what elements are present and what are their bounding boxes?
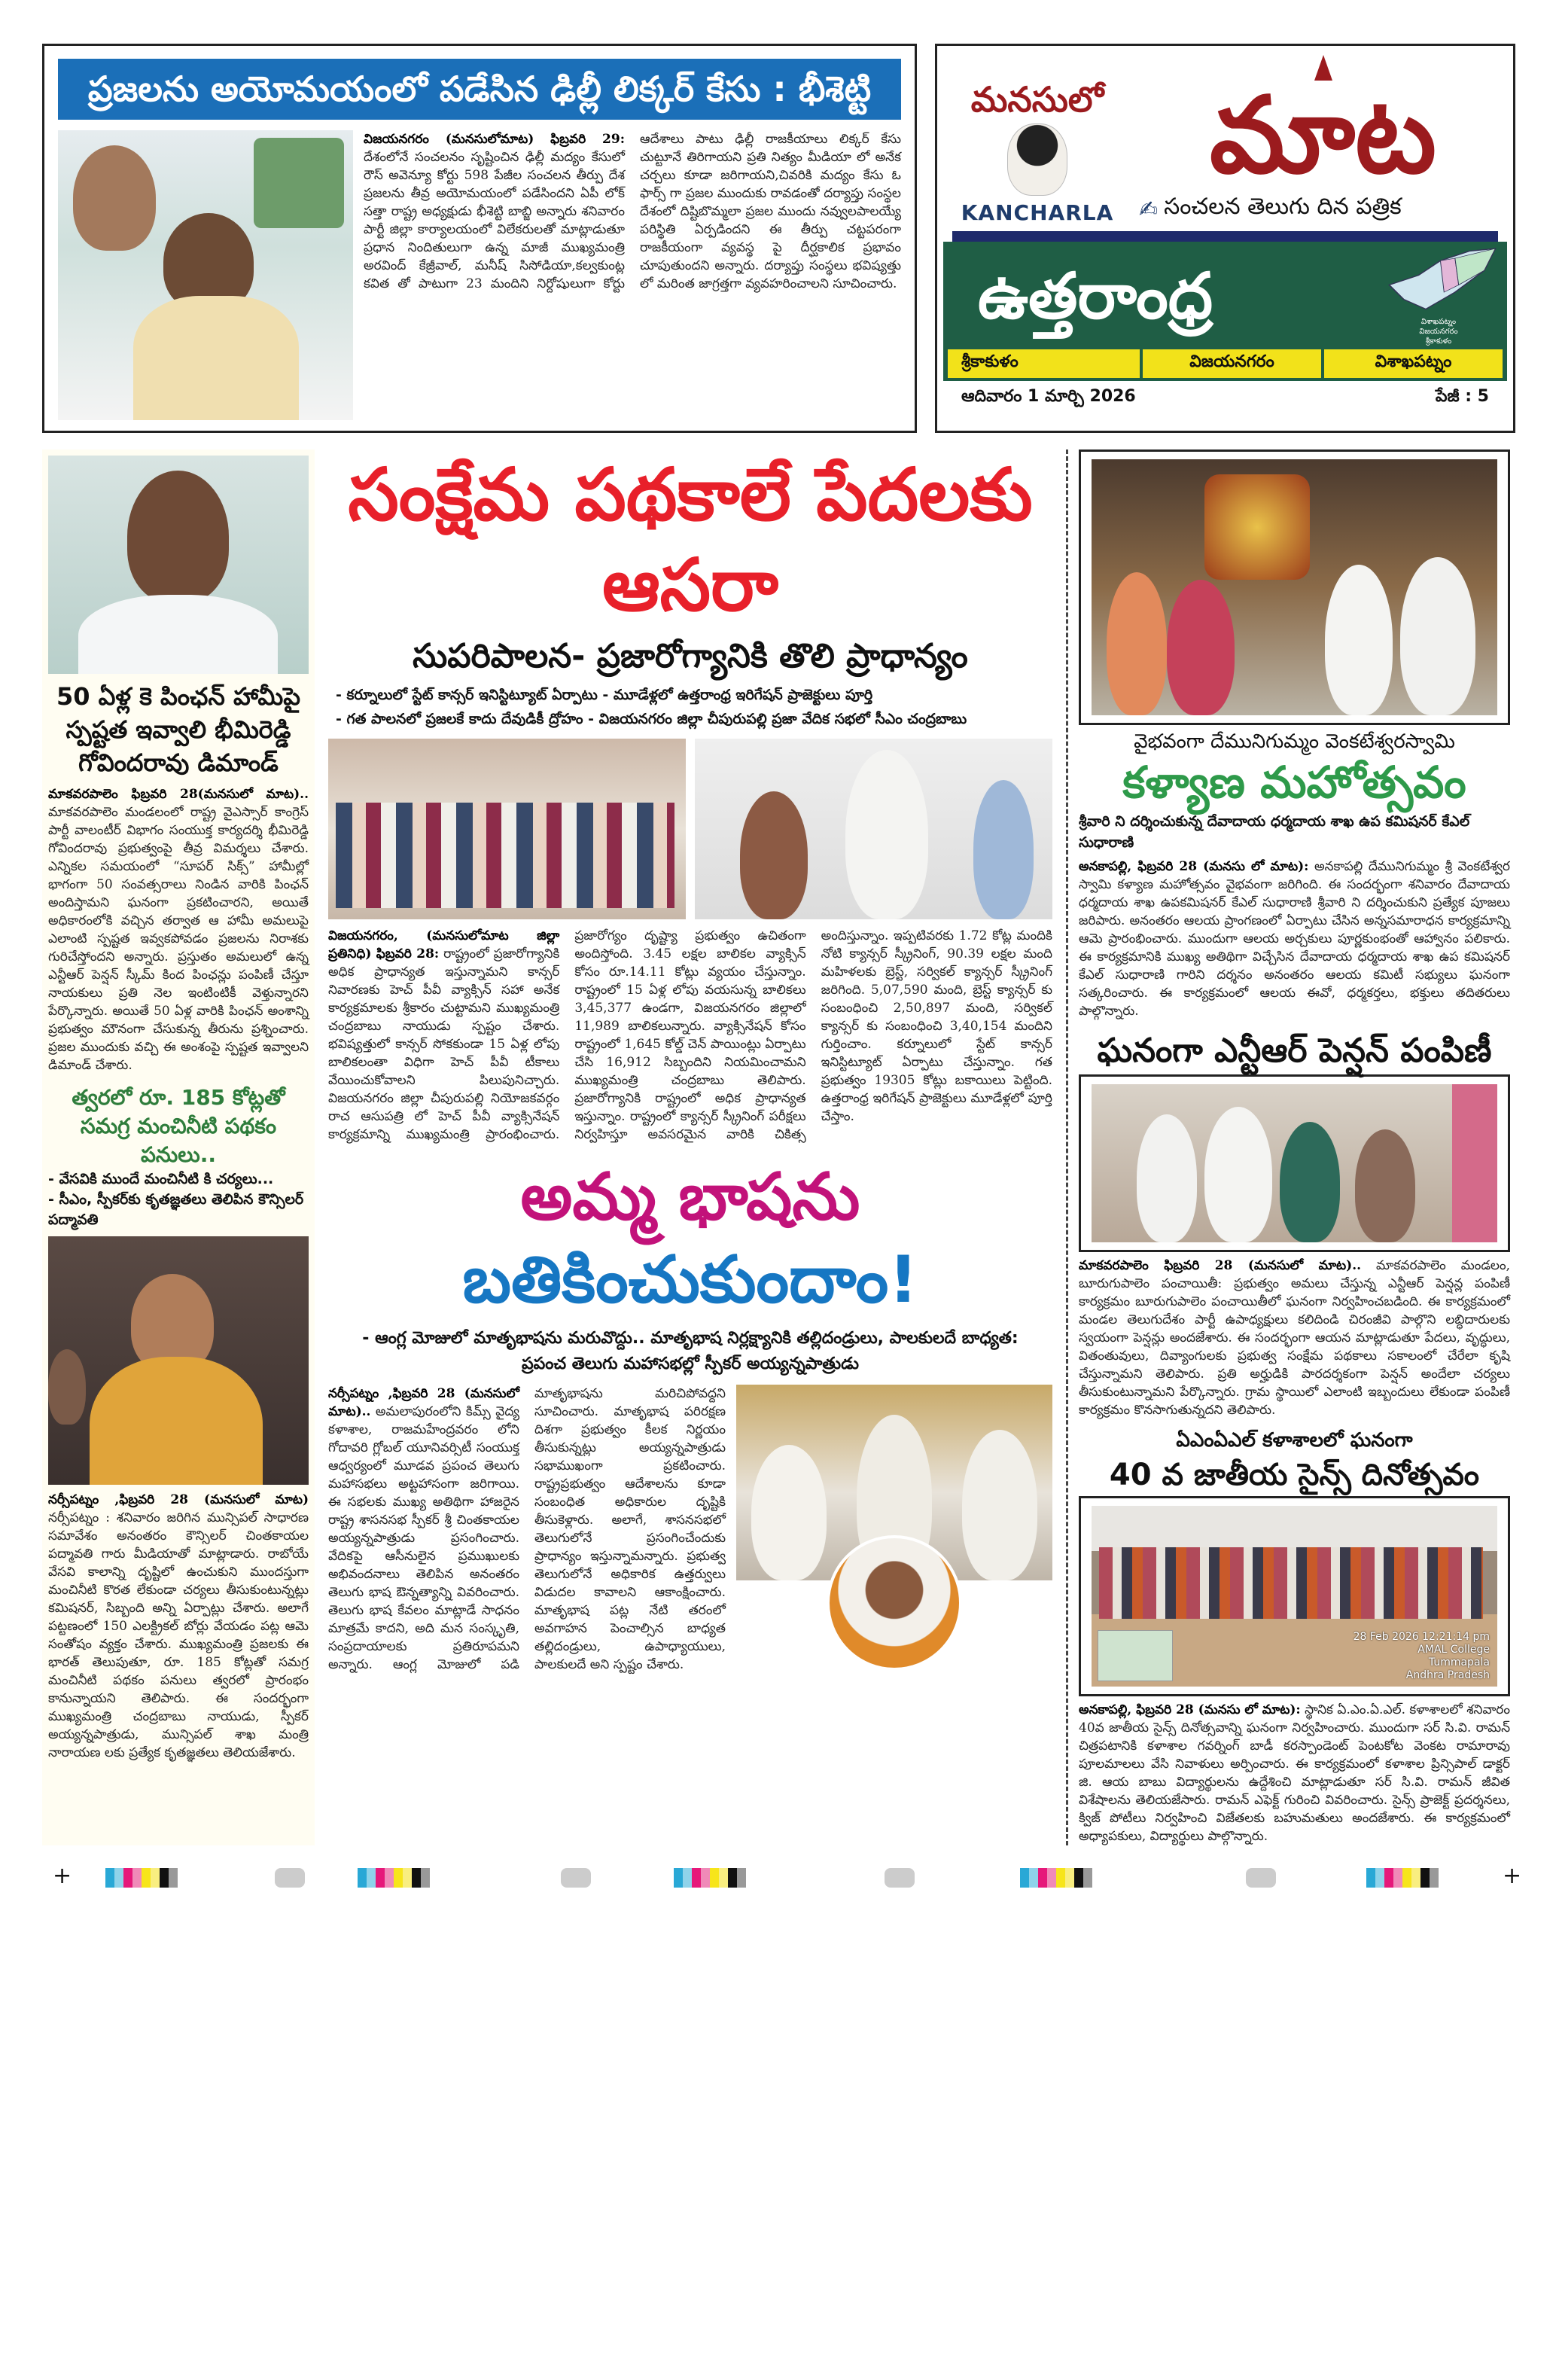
color-swatch	[358, 1868, 367, 1888]
person-figure	[845, 750, 928, 919]
person-figure	[740, 791, 808, 919]
pension-photo	[1092, 1084, 1497, 1242]
color-swatch	[114, 1868, 123, 1888]
padmavathi-photo	[48, 1236, 309, 1485]
temple-photo	[1092, 459, 1497, 715]
pension-headline: ఘనంగా ఎన్టీఆర్ పెన్షన్ పంపిణీ	[1097, 1031, 1492, 1070]
article-text: దేశంలోనే సంచలనం సృష్టించిన ఢిల్లీ మద్యం కేసులో రౌస్ అవెన్యూ కోర్టు 598 పేజీల సంచలన తీర్పు దేశ ప్రజలను తీవ్ర అయోమయంలో పడేసిందని ఏపీ లోక్ సత్తా రాష్ట్ర అధ్యక్షుడు భీశెట్టి బాబ్జి అన్నారు శనివారం పార్టీ జిల్లా కార్యాలయంలో విలేకరులతో మాట్లాడుతూ ప్రధాన నిందితులుగా ఉన్న మాజీ ముఖ్యమంత్రి అరవింద్ కేజ్రీవాల్, మనీష్ సిసోడియా,కల్వకుంట్ల కవిత తో పాటుగా 23 మందిని నిర్దోషులుగా కోర్టు ఆదేశాలు పాటు ఢిల్లీ రాజకీయాలు లిక్కర్ కేసు చుట్టూనే తిరిగాయని ప్రతి నిత్యం మీడియా లో అనేక చర్చలు కూడా జరిగాయని,చివరికి మద్యం కేసు ఓ ఫార్స్ గా ప్రజల ముందుకు రావడంతో దర్యాప్తు సంస్థల దేశంలో దిష్టిబొమ్మలా ప్రజల ముందు నవ్వులపాలయ్యే పరిస్థితి ఏర్పడిందని ఈ తీర్పు చట్టపరంగా రాజకీయంగా వ్యవస్థ పై దీర్ఘకాలిక ప్రభావం చూపుతుందని అన్నారు. దర్యాప్తు సంస్థలు భవిష్యత్తు లో మరింత జాగ్రత్తగా వ్యవహరించాలని సూచించారు.	[364, 131, 901, 291]
person-figure	[90, 1357, 263, 1485]
science-kicker: ఏఎంఏఎల్ కళాశాలలో ఘనంగా	[1176, 1428, 1413, 1452]
brand-logo: మాట	[1209, 75, 1437, 197]
stamp-line: Tummapala	[1428, 1656, 1490, 1668]
tagline: సంచలన తెలుగు దిన పత్రిక	[1164, 194, 1402, 220]
color-swatch	[151, 1868, 160, 1888]
article-text: మాకవరపాలెం మండలంలో రాష్ట్ర వైఎస్సార్ కాంగ్రెస్ పార్టీ వాలంటీర్ విభాగం సంయుక్త కార్యదర్శి భీమిరెడ్డి గోవిందరావు ప్రభుత్వంపై తీవ్ర విమర్శలు చేశారు. ఎన్నికల సమయంలో “సూపర్ సిక్స్” హామీల్లో భాగంగా 50 సంవత్సరాలు నిండిన వారికి పింఛన్ అందిస్తామని ఘనంగా ప్రకటించారని, అయితే అధికారంలోకి వచ్చిన తర్వాత ఆ హామీ అమలుపై ఎలాంటి స్పష్టత ఇవ్వకపోవడం ప్రజలను నిరాశకు గురిచేస్తోందని అన్నారు. ప్రస్తుతం అమలులో ఉన్న ఎన్టీఆర్ పెన్షన్ స్కీమ్ కింద పింఛన్లు పంపిణీ చేస్తూ నాయకులు ప్రతి నెల ఇంటింటికీ వెళ్తున్నారని పేర్కొన్నారు. అయితే 50 ఏళ్ల వారికి పింఛన్ అంశాన్ని ప్రభుత్వం మౌనంగా చేసుకున్న తీరును ప్రశ్నించారు. ప్రజల ముందుకు వచ్చి ఈ అంశంపై స్పష్టత ఇవ్వాలని డిమాండ్ చేశారు.	[48, 804, 309, 1073]
color-swatch	[1029, 1868, 1038, 1888]
person-figure	[973, 780, 1034, 919]
person-figure	[1204, 1107, 1272, 1242]
brand-left	[943, 79, 1131, 225]
color-swatch	[142, 1868, 151, 1888]
stamp-line: 28 Feb 2026 12:21:14 pm	[1353, 1630, 1490, 1643]
person-figure	[73, 145, 156, 251]
lead-photos	[328, 739, 1052, 919]
dateline: నర్సీపట్నం ,ఫిబ్రవరి 28 (మనసులో మాట)..	[328, 1385, 519, 1419]
gray-patch	[275, 1868, 305, 1888]
color-swatch	[1420, 1868, 1430, 1888]
dateline: అనకాపల్లి, ఫిబ్రవరి 28 (మనసు లో మాట):	[1079, 1702, 1301, 1717]
lead-headline: సంక్షేమ పథకాలే పేదలకు ఆసరా	[348, 452, 1033, 627]
person-figure	[1167, 580, 1235, 715]
top-row	[42, 44, 1517, 433]
region-banner	[943, 242, 1507, 381]
water-story-headline: త్వరలో రూ. 185 కోట్లతో సమగ్ర మంచినీటి పథకం పనులు..	[72, 1084, 285, 1167]
person-figure	[127, 471, 229, 602]
language-headline	[328, 1156, 1052, 1321]
brand-row	[943, 55, 1507, 225]
color-bar-group	[358, 1868, 430, 1888]
district-tab-vizianagaram[interactable]	[1143, 349, 1321, 378]
top-story-box	[42, 44, 917, 433]
district-tab-visakhapatnam[interactable]	[1324, 349, 1503, 378]
color-swatch	[1375, 1868, 1384, 1888]
language-photos	[736, 1385, 1052, 1671]
bullet-item: - గత పాలనలో ప్రజలకే కాదు దేవుడికీ ద్రోహం - విజయనగరం జిల్లా చీపురుపల్లి ప్రజా వేదిక సభలో సీఎం చంద్రబాబు	[336, 710, 967, 727]
color-swatch	[123, 1868, 132, 1888]
color-bar-group	[674, 1868, 746, 1888]
dateline: మాకవరపాలెం ఫిబ్రవరి 28 (మనసులో మాట)..	[1079, 1257, 1362, 1273]
article-text: మాకవరపాలెం మండలం, బూరుగుపాలెం పంచాయితీ: ప్రభుత్వం అమలు చేస్తున్న ఎన్టీఆర్ పెన్షన్ల పంపిణీ కార్యక్రమం బూరుగుపాలెం పంచాయితీలో ఘనంగా నిర్వహించబడింది. ఈ కార్యక్రమంలో మండల తెలుగుదేశం పార్టీ ఉపాధ్యక్షులు కలిదిండి చిరంజీవి పాల్గొని లబ్ధిదారులకు స్వయంగా పెన్షన్లు అందజేశారు. ఈ సందర్భంగా ఆయన మాట్లాడుతూ పేదలు, వృద్ధులు, వితంతువులు, దివ్యాంగులకు ప్రభుత్వ సంక్షేమ పథకాలు సకాలంలో చేరేలా కృషి చేస్తున్నామని తెలిపారు. ప్రతి అర్హుడికి పారదర్శకంగా పెన్షన్ అందేలా చర్యలు తీసుకుంటున్నామని పేర్కొన్నారు. గ్రామ స్థాయిలో ఎలాంటి ఇబ్బందులు లేకుండా పంపిణీ కార్యక్రమం కొనసాగుతున్నదని తెలిపారు.	[1079, 1257, 1511, 1418]
district-label: విశాఖపట్నం	[1375, 352, 1452, 371]
person-figure	[962, 1430, 1037, 1580]
left-story-headline: 50 ఏళ్ల కె పింఛన్ హామీపై స్పష్టత ఇవ్వాలి భీమిరెడ్డి గోవిందరావు డిమాండ్	[56, 681, 300, 777]
top-story-photo	[58, 130, 353, 420]
district-label: విజయనగరం	[1189, 352, 1274, 371]
page-number: పేజీ : 5	[1435, 387, 1489, 406]
registration-mark: +	[1503, 1862, 1522, 1889]
gray-patch	[885, 1868, 915, 1888]
person-figure	[1107, 572, 1167, 715]
district-bar	[948, 349, 1503, 378]
dateline: విజయనగరం (మనసులోమాట) ఫిబ్రవరి 29:	[364, 131, 625, 147]
issue-info	[943, 381, 1507, 410]
person-row	[336, 803, 674, 908]
registration-mark: +	[53, 1862, 72, 1889]
color-swatch	[692, 1868, 701, 1888]
deity-shrine	[1204, 474, 1310, 580]
color-swatch	[105, 1868, 114, 1888]
region-title: ఉత్తరాంధ్ర	[978, 259, 1213, 334]
article-text: అనకాపల్లి దేమునిగుమ్మం శ్రీ వెంకటేశ్వర స్వామి కళ్యాణ మహోత్సవం వైభవంగా జరిగింది. ఈ సందర్భంగా శనివారం దేవాదాయ ధర్మదాయ శాఖ ఉపకమిషనర్ కేఎల్ సుధారాణి శ్రీవారి ని దర్శించుకుని ప్రత్యేక పూజలు జరిపారు. అనంతరం ఆలయ ప్రాంగణంలో ఏర్పాటు చేసిన అన్నసమారాధన కార్యక్రమాన్ని ఆమె ప్రారంభించారు. ముందుగా ఆలయ అర్చకులు పూర్ణకుంభంతో ఆహ్వానం పలికారు. ఈ కార్యక్రమానికి ముఖ్య అతిథిగా విచ్చేసిన దేవాదాయ ధర్మదాయ శాఖ ఉప కమిషనర్ కేఎల్ సుధారాణి గారిని దర్శనం అనంతరం ఆలయ కమిటీ సభ్యులు ఘనంగా సత్కరించారు. ఈ కార్యక్రమంలో ఆలయ ఈవో, ధర్మకర్తలు, భక్తులు తదితరులు పాల్గొన్నారు.	[1079, 858, 1510, 1019]
article-text: నర్సీపట్నం : శనివారం జరిగిన మున్సిపల్ సాధారణ సమావేశం అనంతరం కౌన్సిలర్ చింతకాయల పద్మావతి గారు మీడియాతో మాట్లాడారు. రాబోయే వేసవి కాలాన్ని దృష్టిలో ఉంచుకుని ముందస్తుగా మంచినీటి కొరత లేకుండా చర్యలు తీసుకుంటున్నట్లు కమిషనర్, సిబ్బంది అన్ని ఏర్పాట్లు చేశారు. అలాగే పట్టణంలో 150 ఎలక్ట్రికల్ బోర్లు వేయడం పట్ల ఆమె సంతోషం వ్యక్తం చేశారు. ముఖ్యమంత్రి ప్రజలకు ఈ భారత్ తెలుపుతూ, రూ. 185 కోట్లతో సమగ్ర మంచినీటి పథకం పనులు త్వరలో ప్రారంభం కానున్నాయని తెలిపారు. ఈ సందర్భంగా ముఖ్యమంత్రి చంద్రబాబు నాయుడు, స్పీకర్ అయ్యన్నపాత్రుడు, మున్సిపల్ శాఖ మంత్రి నారాయణ లకు ప్రత్యేక కృతజ్ఞతలు తెలియజేశారు.	[48, 1510, 309, 1760]
top-story-content	[58, 130, 901, 420]
issue-date: ఆదివారం 1 మార్చి 2026	[961, 387, 1136, 406]
color-calibration-strip	[42, 1860, 1522, 1906]
map-thumbnail	[1098, 1630, 1173, 1681]
center-column	[328, 449, 1052, 1845]
person-row	[1099, 1547, 1483, 1619]
temple-photo-frame	[1079, 449, 1510, 725]
color-swatch	[394, 1868, 403, 1888]
color-swatch	[376, 1868, 385, 1888]
language-subhead: - ఆంగ్ల మోజులో మాతృభాషను మరువొద్దు.. మాతృభాష నిర్లక్ష్యానికి తల్లిదండ్రులు, పాలకులదే బాధ్యత: ప్రపంచ తెలుగు మహాసభల్లో స్పీకర్ అయ్యన్నపాత్రుడు	[362, 1328, 1019, 1373]
color-swatch	[412, 1868, 421, 1888]
color-swatch	[1402, 1868, 1411, 1888]
founder-portrait	[1007, 123, 1067, 196]
color-swatch	[710, 1868, 719, 1888]
headline-part: అమ్మ భాషను	[520, 1159, 860, 1235]
person-figure	[48, 1349, 86, 1425]
color-swatch	[1384, 1868, 1393, 1888]
cm-event-photo-girls	[695, 739, 1052, 919]
dateline: నర్సీపట్నం ,ఫిబ్రవరి 28 (మనసులో మాట)	[48, 1492, 309, 1507]
dateline: అనకాపల్లి, ఫిబ్రవరి 28 (మనసు లో మాట):	[1079, 858, 1309, 874]
lead-story-body	[328, 927, 1052, 1144]
headline-part: బతికించుకుందాం!	[462, 1242, 918, 1318]
color-bar-group	[1366, 1868, 1439, 1888]
left-story-body	[48, 785, 309, 1074]
left-column	[42, 449, 315, 1845]
water-story-body	[48, 1491, 309, 1762]
article-text: అమలాపురంలోని కిమ్స్ వైద్య కళాశాల, రాజమహేంద్రవరం లోని గోదావరి గ్లోబల్ యూనివర్సిటీ సంయుక్త ఆధ్వర్యంలో మూడవ ప్రపంచ తెలుగు మహాసభలు అట్టహాసంగా జరిగాయి. ఈ సభలకు ముఖ్య అతిథిగా హాజరైన రాష్ట్ర శాసనసభ స్పీకర్ శ్రీ చింతకాయల అయ్యన్నపాత్రుడు ప్రసంగించారు. వేదికపై ఆసీనులైన ప్రముఖులకు అభివందనాలు తెలిపిన అనంతరం తెలుగు భాష ఔన్నత్యాన్ని వివరించారు. తెలుగు భాష కేవలం మాట్లాడే సాధనం మాత్రమే కాదని, అది మన సంస్కృతి, సంప్రదాయాలకు ప్రతిరూపమని అన్నారు. ఆంగ్ల మోజులో పడి మాతృభాషను మరిచిపోవద్దని సూచించారు. మాతృభాష పరిరక్షణ దిశగా ప్రభుత్వం కీలక నిర్ణయం తీసుకున్నట్లు అయ్యన్నపాత్రుడు సభాముఖంగా ప్రకటించారు. రాష్ట్రప్రభుత్వం ఆదేశాలను కూడా సంబంధిత అధికారుల దృష్టికి తీసుకెళ్లారు. అలాగే, శాసనసభలో తెలుగులోనే ప్రసంగించేందుకు ప్రాధాన్యం ఇస్తున్నామన్నారు. ప్రభుత్వ తెలుగులోనే అధికారిక ఉత్తర్వులు విడుదల కావాలని ఆకాంక్షించారు. మాతృభాష పట్ల నేటి తరంలో అవగాహన పెంచాల్సిన బాధ్యత తల్లిదండ్రులు, ఉపాధ్యాయులు, పాలకులదే అని స్పష్టం చేశారు.	[328, 1385, 726, 1672]
color-swatch	[683, 1868, 692, 1888]
brand-small: మనసులో	[970, 78, 1104, 120]
color-swatch	[1038, 1868, 1047, 1888]
temple-body	[1079, 858, 1510, 1020]
main-grid	[42, 449, 1517, 1845]
top-story-body	[364, 130, 901, 420]
bullet-item: - కర్నూలులో స్టేట్ కాన్సర్ ఇనిస్టిట్యూట్ ఏర్పాటు - మూడేళ్లలో ఉత్తరాంధ్ర ఇరిగేషన్ ప్రాజెక్టులు పూర్తి	[336, 686, 873, 703]
masthead-box	[935, 44, 1515, 433]
top-story-headline: ప్రజలను అయోమయంలో పడేసిన ఢిల్లీ లిక్కర్ కేసు : భీశెట్టి	[87, 69, 872, 109]
gray-patch	[1246, 1868, 1276, 1888]
temple-headline: కళ్యాణ మహోత్సవం	[1122, 756, 1466, 808]
map-label: శ్రీకాకుళం	[1425, 337, 1452, 346]
science-body	[1079, 1701, 1510, 1845]
map-label: విశాఖపట్నం	[1420, 318, 1457, 326]
person-figure	[78, 595, 278, 674]
brand-right	[1139, 55, 1507, 225]
pension-body	[1079, 1257, 1510, 1419]
stamp-line: AMAL College	[1417, 1643, 1490, 1656]
person-figure	[1355, 1129, 1415, 1242]
color-swatch	[421, 1868, 430, 1888]
brand-logo-wrap	[1139, 55, 1507, 197]
pension-photo-frame	[1079, 1074, 1510, 1252]
science-photo	[1092, 1506, 1497, 1687]
stamp-line: Andhra Pradesh	[1405, 1668, 1490, 1681]
photo-stamp	[1354, 1631, 1490, 1682]
lead-bullets	[336, 683, 1052, 731]
person-figure	[254, 138, 344, 228]
article-text: స్థానిక ఏ.ఎం.ఏ.ఎల్. కళాశాలలో శనివారం 40వ జాతీయ సైన్స్ దినోత్సవాన్ని ఘనంగా నిర్వహించారు. ముందుగా సర్ సి.వి. రామన్ చిత్రపటానికి కళాశాల గవర్నింగ్ బాడీ కరస్పాండెంట్ పెంటకోట వెంకట రామారావు పూలమాలలు వేసి నివాళులు అర్పించారు. ఈ కార్యక్రమంలో కళాశాల ప్రిన్సిపాల్ డాక్టర్ జి. ఆయ బాబు విద్యార్థులను ఉద్దేశించి మాట్లాడుతూ సర్ సి.వి. రామన్ జీవిత విశేషాలను తెలియజేసారు. రామన్ ఎఫెక్ట్ గురించి వివరించారు. సైన్స్ ప్రాజెక్ట్ ప్రదర్శనలు, క్విజ్ పోటీలు నిర్వహించి విజేతలకు బహుమతులు అందజేశారు. ఈ కార్యక్రమంలో అధ్యాపకులు, విద్యార్థులు పాల్గొన్నారు.	[1079, 1702, 1511, 1844]
person-figure	[751, 1445, 827, 1580]
color-swatch	[674, 1868, 683, 1888]
color-swatch	[728, 1868, 737, 1888]
color-bar-group	[1020, 1868, 1092, 1888]
color-swatch	[403, 1868, 412, 1888]
color-swatch	[385, 1868, 394, 1888]
science-photo-frame	[1079, 1496, 1510, 1696]
dateline: విజయనగరం, (మనసులోమాట జిల్లా ప్రతినిధి) ఫిబ్రవరి 28:	[328, 928, 560, 961]
person-figure	[133, 296, 299, 420]
color-swatch	[367, 1868, 376, 1888]
color-swatch	[1047, 1868, 1056, 1888]
masthead-navy-rule	[952, 231, 1498, 242]
tagline-row	[1139, 194, 1507, 225]
top-story-headline-band	[58, 59, 901, 120]
science-headline: 40 వ జాతీయ సైన్స్ దినోత్సవం	[1109, 1457, 1480, 1492]
pink-banner	[1452, 1084, 1497, 1242]
publisher-name: KANCHARLA	[961, 200, 1114, 225]
temple-kicker: వైభవంగా దేమునిగుమ్మం వెంకటేశ్వరస్వామి	[1134, 730, 1455, 753]
color-swatch	[169, 1868, 178, 1888]
gray-patch	[561, 1868, 591, 1888]
govindarao-photo	[48, 456, 309, 674]
color-swatch	[1393, 1868, 1402, 1888]
color-swatch	[1366, 1868, 1375, 1888]
color-swatch	[1430, 1868, 1439, 1888]
map-label: విజయనగరం	[1419, 328, 1458, 336]
district-label: శ్రీకాకుళం	[961, 352, 1019, 371]
color-swatch	[1056, 1868, 1065, 1888]
quill-icon: ✍	[1139, 196, 1159, 223]
district-tab-srikakulam[interactable]	[948, 349, 1140, 378]
lead-subhead: సుపరిపాలన- ప్రజారోగ్యానికి తొలి ప్రాధాన్యం	[413, 636, 968, 675]
color-swatch	[160, 1868, 169, 1888]
water-story-bullets	[48, 1169, 309, 1230]
bullet-item: - వేసవికి ముందే మంచినీటి కి చర్యలు...	[48, 1170, 274, 1187]
color-swatch	[1074, 1868, 1083, 1888]
language-body	[328, 1385, 726, 1674]
cm-event-photo-group	[328, 739, 686, 919]
color-swatch	[1411, 1868, 1420, 1888]
article-text: రాష్ట్రంలో ప్రజారోగ్యానికి అధిక ప్రాధాన్యత ఇస్తున్నామని కాన్సర్ నివారణకు హెచ్ పీవీ వ్యాక్సిన్ సహా అనేక కార్యక్రమాలకు శ్రీకారం చుట్టామని ముఖ్యమంత్రి చంద్రబాబు నాయుడు స్పష్టం చేశారు. భవిష్యత్తులో కాన్సర్ సోకకుండా 15 ఏళ్ల లోపు బాలికలంతా విధిగా హెచ్ పీవీ టీకాలు వేయించుకోవాలని పిలుపునిచ్చారు. విజయనగరం జిల్లా చీపురుపల్లి నియోజకవర్గం రాచ ఆసుపత్రి లో హెచ్ పీవీ వ్యాక్సినేషన్ కార్యక్రమాన్ని ముఖ్యమంత్రి ప్రారంభించారు. ప్రజారోగ్యం దృష్ట్యా ప్రభుత్వం ఉచితంగా అందిస్తోంది. 3.45 లక్షల బాలికల వ్యాక్సిన్ కోసం రూ.14.11 కోట్లు వ్యయం చేస్తున్నాం. రాష్ట్రంలో 15 ఏళ్ల లోపు వయసున్న బాలికలు 3,45,377 ఉండగా, విజయనగరం జిల్లాలో 11,989 బాలికలున్నారు. వ్యాక్సినేషన్ కోసం రాష్ట్రంలో 1,645 కోల్డ్ చెన్ పాయింట్లు ఏర్పాటు చేసి 16,912 సిబ్బందిని నియమించామని ముఖ్యమంత్రి చంద్రబాబు తెలిపారు. ప్రజారోగ్యానికి రాష్ట్రంలో అధిక ప్రాధాన్యత ఇస్తున్నాం. రాష్ట్రంలో క్యాన్సర్ స్క్రీనింగ్ పరీక్షలు నిర్వహిస్తూ అవసరమైన వారికి చికిత్స అందిస్తున్నాం. ఇప్పటివరకు 1.72 కోట్ల మందికి నోటి క్యాన్సర్ స్క్రీనింగ్, 90.39 లక్షల మంది మహిళలకు బ్రెస్ట్, సర్వికల్ క్యాన్సర్ స్క్రీనింగ్ జరిగింది. 5,07,590 మంది, బ్రెస్ట్ క్యాన్సర్ కు సంబంధించి 2,50,897 మంది, సర్వికల్ క్యాన్సర్ కు సంబంధించి 3,40,154 మందిని గుర్తించాం. కర్నూలులో స్టేట్ కాన్సర్ ఇనిస్టిట్యూట్ ఏర్పాటు చేస్తున్నాం. గత ప్రభుత్వం 19305 కోట్లు బకాయిలు పెట్టింది. ఉత్తరాంధ్ర ఇరిగేషన్ ప్రాజెక్టులు మూడేళ్లలో పూర్తి చేస్తాం.	[328, 928, 1052, 1142]
region-map-icon	[1375, 246, 1503, 346]
color-swatch	[1065, 1868, 1074, 1888]
person-figure	[1280, 1122, 1340, 1242]
right-column	[1066, 449, 1510, 1845]
dateline: మాకవరపాలెం ఫిబ్రవరి 28(మనసులో మాట)..	[48, 786, 309, 802]
person-figure	[1325, 565, 1393, 715]
temple-subhead: శ్రీవారి ని దర్శించుకున్న దేవాదాయ ధర్మదాయ శాఖ ఉప కమిషనర్ కేఎల్ సుధారాణి	[1079, 812, 1470, 851]
region-row	[948, 246, 1503, 346]
speaker-portrait-inset	[827, 1535, 962, 1671]
person-figure	[1400, 557, 1475, 715]
bullet-item: - సీఎం, స్పీకర్‌కు కృతజ్ఞతలు తెలిపిన కౌన్సిలర్ పద్మావతి	[48, 1190, 304, 1228]
map-legend	[1375, 317, 1503, 346]
color-bar-group	[105, 1868, 178, 1888]
color-swatch	[1083, 1868, 1092, 1888]
color-swatch	[737, 1868, 746, 1888]
color-swatch	[132, 1868, 142, 1888]
person-figure	[1137, 1114, 1197, 1242]
color-swatch	[701, 1868, 710, 1888]
color-swatch	[719, 1868, 728, 1888]
language-content	[328, 1385, 1052, 1674]
color-swatch	[1020, 1868, 1029, 1888]
